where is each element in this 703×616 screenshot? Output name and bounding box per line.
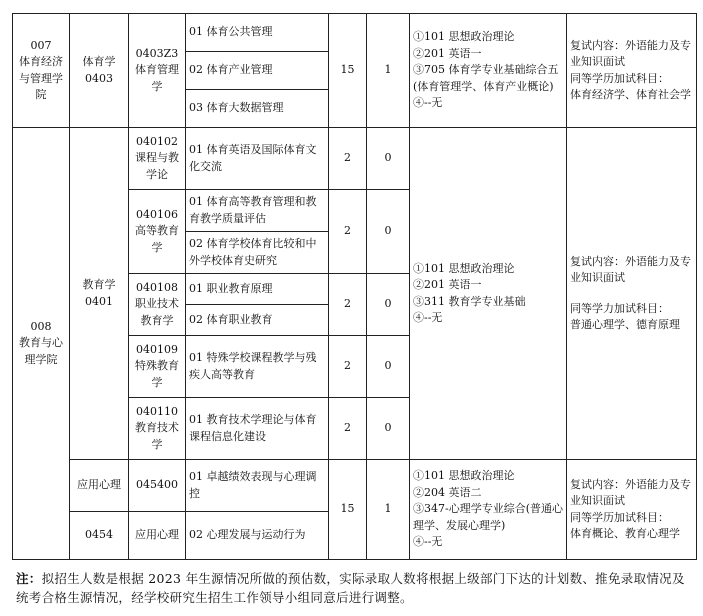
direction-cell: 02 体育职业教育 [186, 305, 329, 336]
direction-cell: 01 教育技术学理论与体育课程信息化建设 [186, 398, 329, 460]
exempt-count-cell: 0 [367, 190, 410, 274]
footnote [16, 569, 696, 607]
plan-count-cell: 2 [329, 128, 367, 190]
exam-subjects-cell: ①101 思想政治理论 ②204 英语二 ③347-心理学专业综合(普通心 理学、发展心理学) ④--无 [410, 460, 567, 560]
major-cell: 教育学 0401 [70, 128, 129, 460]
direction-cell: 02 体育产业管理 [186, 52, 329, 90]
direction-cell: 01 特殊学校课程教学与残疾人高等教育 [186, 336, 329, 398]
major-cell: 体育学 0403 [70, 14, 129, 128]
major-cell: 应用心理 [70, 460, 129, 512]
plan-count-cell: 2 [329, 274, 367, 336]
sub-major-cell: 040106 高等教育 学 [129, 190, 186, 274]
exempt-count-cell: 1 [367, 460, 410, 560]
direction-cell: 03 体育大数据管理 [186, 90, 329, 128]
sub-major-cell: 040108 职业技术 教育学 [129, 274, 186, 336]
plan-count-cell: 2 [329, 398, 367, 460]
plan-count-cell: 2 [329, 336, 367, 398]
plan-count-cell: 15 [329, 460, 367, 560]
direction-cell: 01 体育高等教育管理和教育教学质量评估 [186, 190, 329, 232]
major-code-cell: 0454 [70, 512, 129, 560]
plan-count-cell: 2 [329, 190, 367, 274]
direction-cell: 01 体育公共管理 [186, 14, 329, 52]
direction-cell: 02 体育学校体育比较和中外学校体育史研究 [186, 232, 329, 274]
exam-subjects-cell: ①101 思想政治理论 ②201 英语一 ③311 教育学专业基础 ④--无 [410, 128, 567, 460]
exempt-count-cell: 1 [367, 14, 410, 128]
exempt-count-cell: 0 [367, 274, 410, 336]
admission-table [12, 13, 697, 560]
sub-major-cell: 040110 教育技术 学 [129, 398, 186, 460]
exempt-count-cell: 0 [367, 398, 410, 460]
plan-count-cell: 15 [329, 14, 367, 128]
sub-major-cell: 045400 [129, 460, 186, 512]
direction-cell: 01 职业教育原理 [186, 274, 329, 305]
sub-major-cell: 040102 课程与教 学论 [129, 128, 186, 190]
direction-cell: 01 体育英语及国际体育文化交流 [186, 128, 329, 190]
exam-subjects-cell: ①101 思想政治理论 ②201 英语一 ③705 体育学专业基础综合五 (体育管理学、体育产业概论) ④--无 [410, 14, 567, 128]
exempt-count-cell: 0 [367, 336, 410, 398]
college-cell: 008 教育与心 理学院 [13, 128, 70, 560]
direction-cell: 02 心理发展与运动行为 [186, 512, 329, 560]
direction-cell: 01 卓越绩效表现与心理调控 [186, 460, 329, 512]
sub-major-name-cell: 应用心理 [129, 512, 186, 560]
footnote-text: 拟招生人数是根据 2023 年生源情况所做的预估数，实际录取人数将根据上级部门下达的计划数、推免录取情况及统考合格生源情况，经学校研究生招生工作领导小组同意后进行调整。 [16, 571, 685, 605]
table-row [13, 460, 697, 512]
college-cell: 007 体育经济 与管理学 院 [13, 14, 70, 128]
notes-cell: 复试内容：外语能力及专 业知识面试 同等学历加试科目： 体育经济学、体育社会学 [567, 14, 697, 128]
notes-cell: 复试内容：外语能力及专 业知识面试 同等学历加试科目： 体育概论、教育心理学 [567, 460, 697, 560]
table-row [13, 128, 697, 190]
notes-cell: 复试内容：外语能力及专 业知识面试 同等学力加试科目： 普通心理学、德育原理 [567, 128, 697, 460]
footnote-label: 注： [16, 571, 42, 586]
table-row [13, 14, 697, 52]
exempt-count-cell: 0 [367, 128, 410, 190]
sub-major-cell: 0403Z3 体育管理 学 [129, 14, 186, 128]
sub-major-cell: 040109 特殊教育 学 [129, 336, 186, 398]
